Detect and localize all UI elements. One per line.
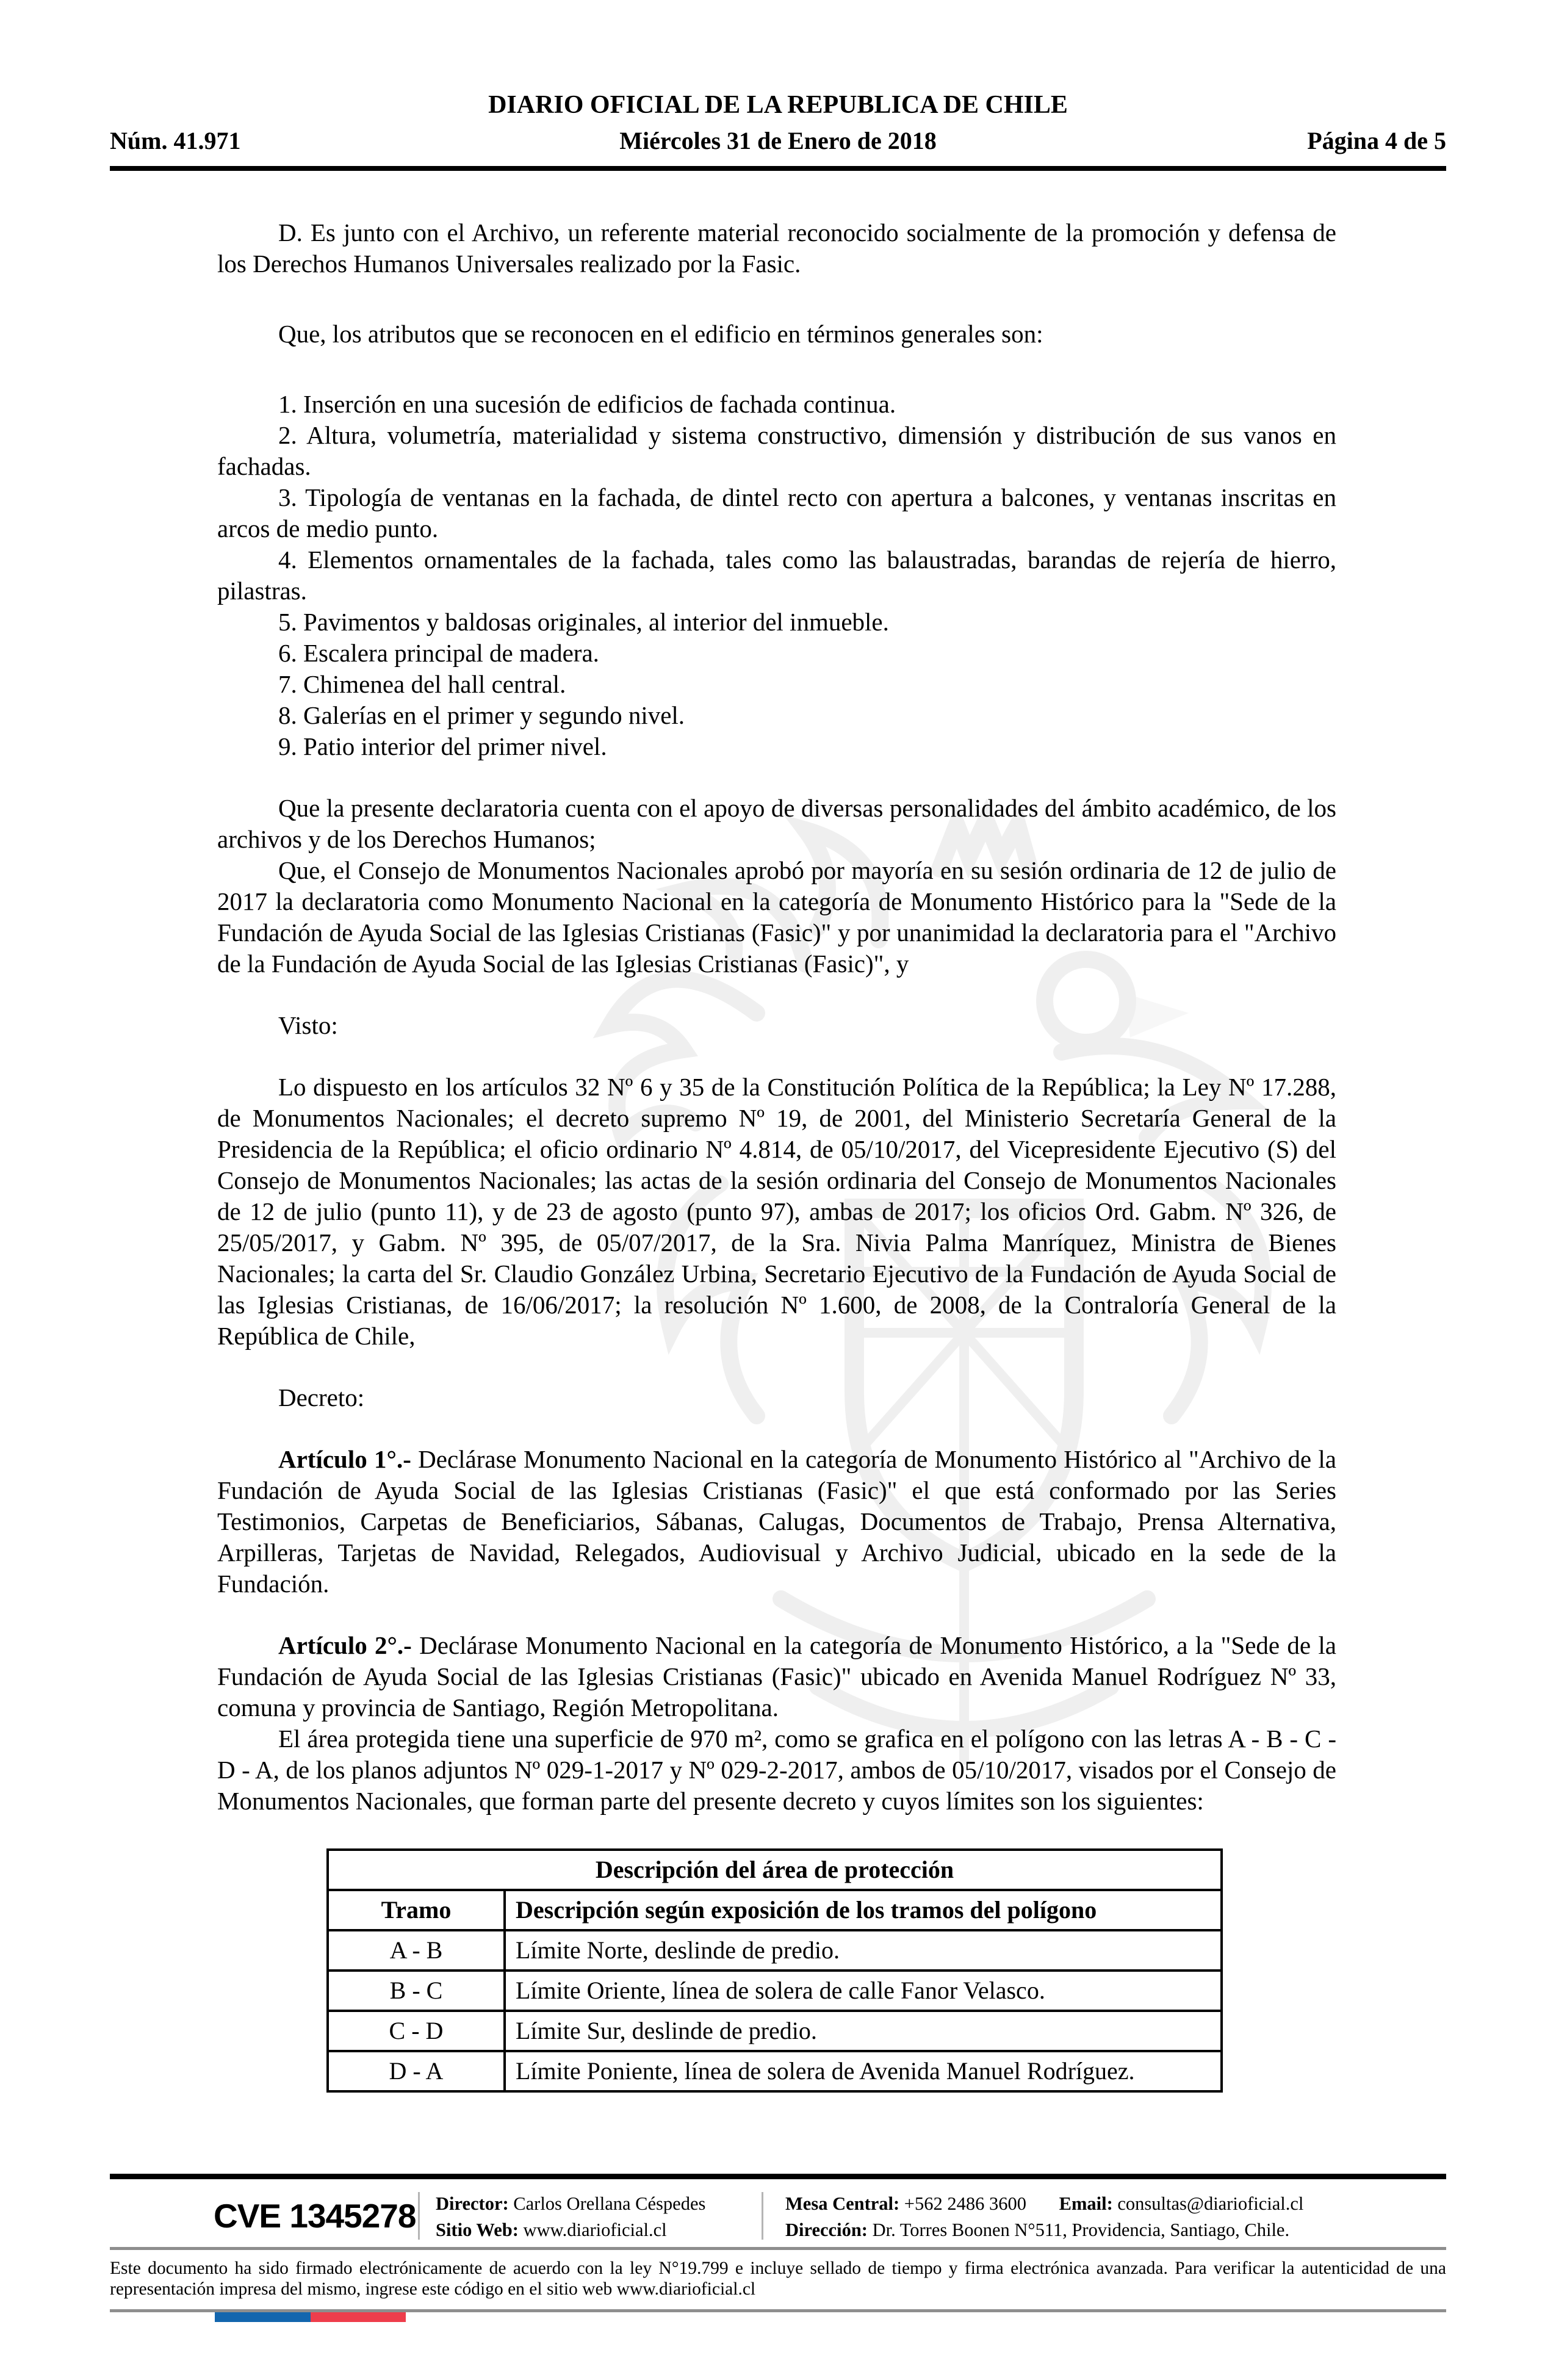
phone-label: Mesa Central: bbox=[785, 2193, 900, 2214]
paragraph: D. Es junto con el Archivo, un referente material reconocido socialmente de la promoción y defensa de los Derechos Humanos Universales realizado por la Fasic. bbox=[217, 218, 1336, 278]
chile-flag-blue-segment bbox=[215, 2312, 311, 2322]
table-row bbox=[328, 1971, 1222, 2011]
edition-date: Miércoles 31 de Enero de 2018 bbox=[619, 127, 937, 154]
footer-director-column bbox=[420, 2188, 762, 2243]
paragraph: 5. Pavimentos y baldosas originales, al interior del inmueble. bbox=[278, 608, 889, 636]
paragraph: Que la presente declaratoria cuenta con el apoyo de diversas personalidades del ámbito académico, de los archivos y de los Derechos Humanos; bbox=[217, 794, 1336, 853]
website-line bbox=[436, 2217, 762, 2243]
column-header-tramo: Tramo bbox=[328, 1890, 505, 1930]
header-meta-row bbox=[110, 127, 1446, 155]
article-lead: Artículo 1°.- bbox=[278, 1445, 411, 1473]
paragraph: Que, los atributos que se reconocen en el edificio en términos generales son: bbox=[278, 320, 1043, 348]
table-title-row bbox=[328, 1850, 1222, 1890]
article-lead: Artículo 2°.- bbox=[278, 1631, 412, 1659]
table-row bbox=[328, 1930, 1222, 1971]
paragraph: Lo dispuesto en los artículos 32 Nº 6 y 35 de la Constitución Política de la República; la Ley Nº 17.288, de Monumentos Nacionales; el decreto supremo Nº 19, de 2001, del Ministerio Secretaría General de la Presidencia de la República; el oficio ordinario Nº 4.814, de 05/10/2017, del Vicepresidente Ejecutivo (S) del Consejo de Monumentos Nacionales; las actas de la sesión ordinaria del Consejo de Monumentos Nacionales de 12 de julio (punto 11), y de 23 de agosto (punto 97), ambas de 2017; los oficios Ord. Gabm. Nº 326, de 25/05/2017, y Gabm. Nº 395, de 05/07/2017, de la Sra. Nivia Palma Manríquez, Ministra de Bienes Nacionales; la carta del Sr. Claudio González Urbina, Secretario Ejecutivo de la Fundación de Ayuda Social de las Iglesias Cristianas, de 16/06/2017; la resolución Nº 1.600, de 2008, de la Contraloría General de la República de Chile, bbox=[217, 1073, 1336, 1350]
table-title: Descripción del área de protección bbox=[328, 1850, 1222, 1890]
protection-area-table bbox=[326, 1848, 1223, 2093]
paragraph: Decreto: bbox=[278, 1383, 365, 1412]
table-header-row bbox=[328, 1890, 1222, 1930]
phone-number: +562 2486 3600 bbox=[904, 2193, 1026, 2214]
director-name: Carlos Orellana Céspedes bbox=[513, 2193, 706, 2214]
description-cell: Límite Poniente, línea de solera de Avenida Manuel Rodríguez. bbox=[505, 2051, 1222, 2091]
gobierno-flag-mark bbox=[215, 2312, 406, 2322]
email-label: Email: bbox=[1059, 2193, 1113, 2214]
tramo-cell: B - C bbox=[328, 1971, 505, 2011]
table-row bbox=[328, 2011, 1222, 2051]
page-indicator: Página 4 de 5 bbox=[1307, 127, 1446, 154]
newspaper-title: DIARIO OFICIAL DE LA REPUBLICA DE CHILE bbox=[488, 91, 1068, 119]
article-paragraph: Artículo 1°.- Declárase Monumento Nacional en la categoría de Monumento Histórico al "Archivo de la Fundación de Ayuda Social de las Iglesias Cristianas (Fasic)" el que está conformado por las Series Testimonios, Carpetas de Beneficiarios, Sábanas, Calugas, Documentos de Trabajo, Prensa Alternativa, Arpilleras, Tarjetas de Navidad, Relegados, Audiovisual y Archivo Judicial, ubicado en la sede de la Fundación. bbox=[217, 1445, 1337, 1598]
tramo-cell: C - D bbox=[328, 2011, 505, 2051]
description-cell: Límite Oriente, línea de solera de calle Fanor Velasco. bbox=[505, 1971, 1222, 2011]
footer-separator-rule bbox=[110, 2247, 1446, 2250]
paragraph: 3. Tipología de ventanas en la fachada, de dintel recto con apertura a balcones, y ventanas inscritas en arcos de medio punto. bbox=[217, 483, 1336, 543]
paragraph: 2. Altura, volumetría, materialidad y sistema constructivo, dimensión y distribución de sus vanos en fachadas. bbox=[217, 421, 1336, 480]
director-line bbox=[436, 2191, 762, 2217]
legal-notice: Este documento ha sido firmado electrónicamente de acuerdo con la ley N°19.799 e incluye sellado de tiempo y firma electrónica avanzada. Para verificar la autenticidad de una representación impresa del mismo, ingrese este código en el sitio web www.diarioficial.cl bbox=[110, 2259, 1446, 2299]
address-line bbox=[785, 2217, 1446, 2243]
description-cell: Límite Sur, deslinde de predio. bbox=[505, 2011, 1222, 2051]
paragraph: 7. Chimenea del hall central. bbox=[278, 670, 566, 698]
paragraph: Visto: bbox=[278, 1011, 338, 1039]
table-row bbox=[328, 2051, 1222, 2091]
issue-number: Núm. 41.971 bbox=[110, 127, 241, 154]
paragraph: Que, el Consejo de Monumentos Nacionales aprobó por mayoría en su sesión ordinaria de 12 de julio de 2017 la declaratoria como Monumento Nacional en la categoría de Monumento Histórico para la "Sede de la Fundación de Ayuda Social de las Iglesias Cristianas (Fasic)" y por unanimidad la declaratoria para el "Archivo de la Fundación de Ayuda Social de las Iglesias Cristianas (Fasic)", y bbox=[217, 856, 1336, 978]
chile-flag-red-segment bbox=[311, 2312, 406, 2322]
article-paragraph: Artículo 2°.- Declárase Monumento Nacional en la categoría de Monumento Histórico, a la "Sede de la Fundación de Ayuda Social de las Iglesias Cristianas (Fasic)" ubicado en Avenida Manuel Rodríguez Nº 33, comuna y provincia de Santiago, Región Metropolitana. bbox=[217, 1631, 1336, 1722]
website-label: Sitio Web: bbox=[436, 2220, 519, 2240]
paragraph: 8. Galerías en el primer y segundo nivel. bbox=[278, 701, 685, 729]
cve-code: CVE 1345278 bbox=[214, 2196, 416, 2235]
paragraph: El área protegida tiene una superficie de 970 m², como se grafica en el polígono con las letras A - B - C - D - A, de los planos adjuntos Nº 029-1-2017 y Nº 029-2-2017, ambos de 05/10/2017, visados por el Consejo de Monumentos Nacionales, que forman parte del presente decreto y cuyos límites son los siguientes: bbox=[217, 1725, 1336, 1815]
header-rule bbox=[110, 166, 1446, 171]
document-body bbox=[217, 217, 1336, 2093]
paragraph: 1. Inserción en una sucesión de edificios de fachada continua. bbox=[278, 390, 896, 418]
footer-top-bar bbox=[110, 2174, 1446, 2179]
email-address: consultas@diarioficial.cl bbox=[1117, 2193, 1304, 2214]
tramo-cell: A - B bbox=[328, 1930, 505, 1971]
tramo-cell: D - A bbox=[328, 2051, 505, 2091]
page-header bbox=[0, 0, 1556, 171]
paragraph: 6. Escalera principal de madera. bbox=[278, 639, 599, 667]
description-cell: Límite Norte, deslinde de predio. bbox=[505, 1930, 1222, 1971]
footer-info-block bbox=[110, 2188, 1446, 2243]
footer-contact-column bbox=[763, 2188, 1446, 2243]
director-label: Director: bbox=[436, 2193, 509, 2214]
column-header-descripcion: Descripción según exposición de los tramos del polígono bbox=[505, 1890, 1222, 1930]
paragraph: 9. Patio interior del primer nivel. bbox=[278, 732, 607, 760]
website-url: www.diarioficial.cl bbox=[523, 2220, 667, 2240]
phone-email-line bbox=[785, 2191, 1446, 2217]
address-label: Dirección: bbox=[785, 2220, 868, 2240]
paragraph: 4. Elementos ornamentales de la fachada, tales como las balaustradas, barandas de rejería de hierro, pilastras. bbox=[217, 546, 1336, 605]
address-value: Dr. Torres Boonen N°511, Providencia, Santiago, Chile. bbox=[872, 2220, 1290, 2240]
